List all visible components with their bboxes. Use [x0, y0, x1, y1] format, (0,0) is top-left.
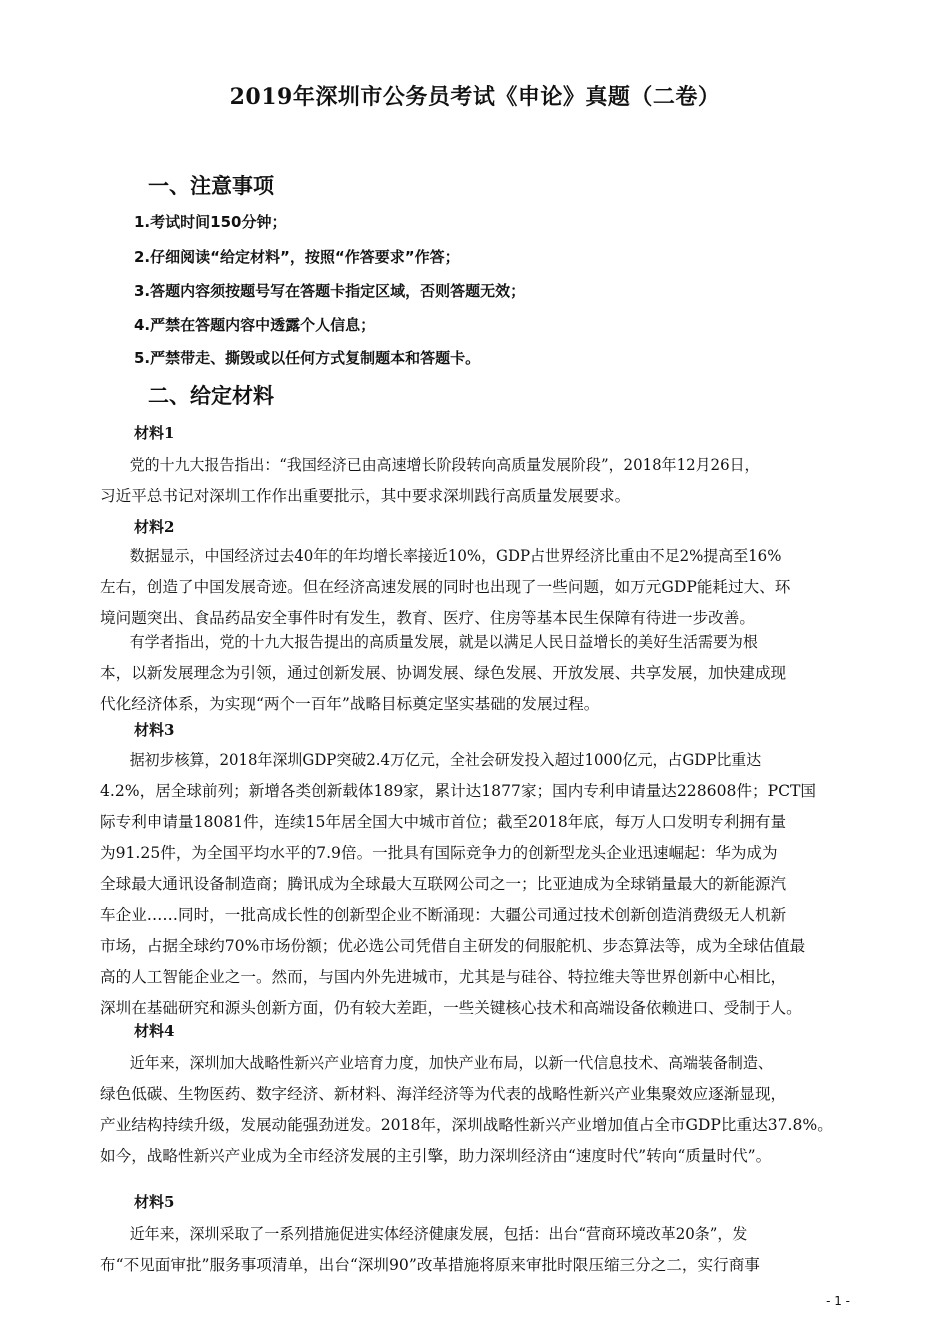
- text-line: 产业结构持续升级，发展动能强劲迸发。2018年，深圳战略性新兴产业增加值占全市GDP比重达37.8%。: [100, 1116, 833, 1134]
- material-2-paragraph-2: [100, 627, 860, 720]
- material-4-paragraph: [100, 1048, 860, 1172]
- notice-item-2: 2.仔细阅读“给定材料”，按照“作答要求”作答；: [134, 248, 460, 266]
- text-line: 布“不见面审批”服务事项清单，出台“深圳90”改革措施将原来审批时限压缩三分之二，实行商事: [100, 1256, 760, 1274]
- notice-item-4: 4.严禁在答题内容中透露个人信息；: [134, 316, 376, 334]
- material-3-label: 材料3: [134, 721, 175, 739]
- material-2-label: 材料2: [134, 518, 175, 536]
- text-line: 深圳在基础研究和源头创新方面，仍有较大差距，一些关键核心技术和高端设备依赖进口、受制于人。: [100, 999, 802, 1017]
- section-heading-notice: 一、注意事项: [148, 173, 274, 198]
- text-line: 本，以新发展理念为引领，通过创新发展、协调发展、绿色发展、开放发展、共享发展，加快建成现: [100, 664, 787, 682]
- text-line: 高的人工智能企业之一。然而，与国内外先进城市，尤其是与硅谷、特拉维夫等世界创新中心相比，: [100, 968, 787, 986]
- section-heading-materials: 二、给定材料: [148, 383, 274, 408]
- material-3-paragraph: [100, 745, 860, 1024]
- text-line: 为91.25件，为全国平均水平的7.9倍。一批具有国际竞争力的创新型龙头企业迅速崛起：华为成为: [100, 844, 778, 862]
- text-line: 际专利申请量18081件，连续15年居全国大中城市首位；截至2018年底，每万人口发明专利拥有量: [100, 813, 787, 831]
- notice-item-3: 3.答题内容须按题号写在答题卡指定区域，否则答题无效；: [134, 282, 526, 300]
- text-line: 4.2%，居全球前列；新增各类创新载体189家，累计达1877家；国内专利申请量达228608件；PCT国: [100, 782, 817, 800]
- material-2-paragraph-1: [100, 541, 860, 634]
- text-line: 代化经济体系，为实现“两个一百年”战略目标奠定坚实基础的发展过程。: [100, 695, 600, 713]
- text-line: 市场，占据全球约70%市场份额；优必选公司凭借自主研发的伺服舵机、步态算法等，成为全球估值最: [100, 937, 806, 955]
- material-5-paragraph: [100, 1219, 860, 1281]
- material-1-paragraph: [100, 450, 860, 512]
- material-5-label: 材料5: [134, 1193, 175, 1211]
- text-line: 境问题突出、食品药品安全事件时有发生，教育、医疗、住房等基本民生保障有待进一步改善。: [100, 609, 755, 627]
- page-number: - 1 -: [826, 1294, 850, 1308]
- material-1-label: 材料1: [134, 424, 175, 442]
- text-line: 有学者指出，党的十九大报告提出的高质量发展，就是以满足人民日益增长的美好生活需要为根: [129, 633, 758, 651]
- notice-item-1: 1.考试时间150分钟；: [134, 213, 287, 231]
- text-line: 数据显示，中国经济过去40年的年均增长率接近10%，GDP占世界经济比重由不足2%提高至16%: [129, 547, 782, 565]
- text-line: 党的十九大报告指出：“我国经济已由高速增长阶段转向高质量发展阶段”，2018年12月26日，: [129, 456, 760, 474]
- document-title: 2019年深圳市公务员考试《申论》真题（二卷）: [229, 84, 721, 110]
- text-line: 习近平总书记对深圳工作作出重要批示，其中要求深圳践行高质量发展要求。: [100, 487, 631, 505]
- text-line: 车企业……同时，一批高成长性的创新型企业不断涌现：大疆公司通过技术创新创造消费级无人机新: [100, 906, 787, 924]
- text-line: 全球最大通讯设备制造商；腾讯成为全球最大互联网公司之一；比亚迪成为全球销量最大的新能源汽: [100, 875, 787, 893]
- text-line: 绿色低碳、生物医药、数字经济、新材料、海洋经济等为代表的战略性新兴产业集聚效应逐渐显现，: [100, 1085, 787, 1103]
- text-line: 左右，创造了中国发展奇迹。但在经济高速发展的同时也出现了一些问题，如万元GDP能耗过大、环: [100, 578, 791, 596]
- text-line: 如今，战略性新兴产业成为全市经济发展的主引擎，助力深圳经济由“速度时代”转向“质量时代”。: [100, 1147, 772, 1165]
- text-line: 近年来，深圳加大战略性新兴产业培育力度，加快产业布局，以新一代信息技术、高端装备制造、: [129, 1054, 773, 1072]
- text-line: 据初步核算，2018年深圳GDP突破2.4万亿元，全社会研发投入超过1000亿元，占GDP比重达: [129, 751, 762, 769]
- material-4-label: 材料4: [134, 1022, 175, 1040]
- text-line: 近年来，深圳采取了一系列措施促进实体经济健康发展，包括：出台“营商环境改革20条”，发: [129, 1225, 748, 1243]
- notice-item-5: 5.严禁带走、撕毁或以任何方式复制题本和答题卡。: [134, 349, 481, 367]
